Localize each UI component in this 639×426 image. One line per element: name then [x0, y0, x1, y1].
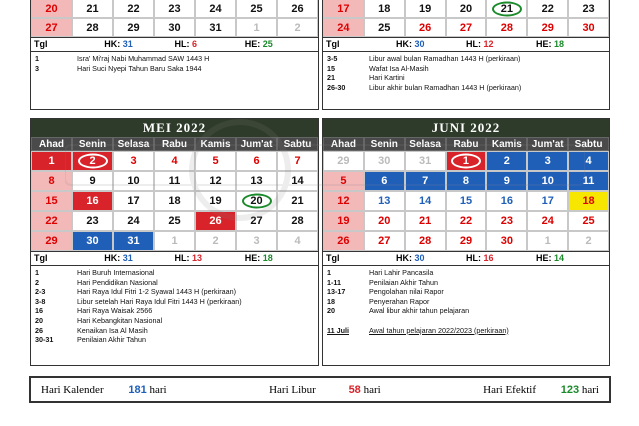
- day-cell: 12: [195, 171, 236, 191]
- month-title-juni: JUNI 2022: [323, 119, 609, 137]
- stat-tgl: Tgl: [34, 39, 48, 49]
- top-left-events: [31, 52, 318, 75]
- weekday-header-cell: Sabtu: [568, 137, 609, 151]
- event-date: 26: [35, 325, 43, 335]
- day-cell: 13: [236, 171, 277, 191]
- day-cell: 1: [31, 151, 72, 171]
- day-cell: 22: [527, 0, 568, 18]
- calendar-juni: [322, 118, 610, 366]
- day-cell: 3: [527, 151, 568, 171]
- day-cell: 30: [154, 18, 195, 37]
- day-cell: 3: [113, 151, 154, 171]
- day-cell: 10: [113, 171, 154, 191]
- day-cell: 6: [236, 151, 277, 171]
- event-date: 13-17: [327, 287, 346, 297]
- event-date: 30-31: [35, 335, 54, 345]
- weekday-header-cell: Jum'at: [236, 137, 277, 151]
- event-row: [35, 64, 314, 74]
- event-date: 21: [327, 73, 335, 83]
- stat-hl: [175, 253, 245, 264]
- weekday-header-cell: Selasa: [405, 137, 446, 151]
- stat-hk-value: 30: [414, 253, 425, 263]
- top-left-stats: [31, 37, 318, 52]
- event-row: [327, 297, 605, 307]
- top-right-stats: [323, 37, 609, 52]
- day-cell: 4: [277, 231, 318, 251]
- event-row: [327, 268, 605, 278]
- summary-kalender-value: 181: [128, 383, 147, 396]
- mei-events: [31, 266, 318, 347]
- summary-libur-value: 58: [348, 383, 361, 396]
- stat-he-value: 18: [554, 39, 565, 49]
- day-cell: 30: [486, 231, 527, 251]
- event-date: [327, 316, 369, 326]
- event-text: Wafat Isa Al-Masih: [369, 63, 429, 73]
- day-cell: 22: [31, 211, 72, 231]
- stat-hk-label: HK:: [104, 253, 121, 263]
- stat-hk-label: HK:: [396, 39, 412, 49]
- event-date: 11 Juli: [327, 325, 349, 335]
- event-date: 18: [327, 296, 335, 306]
- day-cell: 14: [405, 191, 446, 211]
- event-date: 1: [327, 268, 331, 277]
- mei-grid: [31, 151, 318, 251]
- stat-hl-value: 12: [483, 39, 494, 49]
- event-date: 1-11: [327, 277, 341, 287]
- day-cell: 2: [568, 231, 609, 251]
- top-right-events: [323, 52, 609, 94]
- stat-he: [536, 253, 606, 264]
- day-cell: 2: [195, 231, 236, 251]
- stat-hl: [466, 253, 536, 264]
- day-cell: 23: [72, 211, 113, 231]
- summary-efektif-value: 123: [560, 383, 580, 396]
- event-text: Hari Kartini: [369, 73, 405, 83]
- stat-hl-label: HL:: [466, 39, 481, 49]
- day-cell: 20: [446, 0, 487, 18]
- event-row: [327, 316, 605, 326]
- stat-he: [245, 253, 315, 264]
- day-cell: 9: [486, 171, 527, 191]
- day-cell: 6: [364, 171, 405, 191]
- juni-stats: [323, 251, 609, 266]
- calendar-top-left: [30, 0, 319, 110]
- day-cell: 27: [236, 211, 277, 231]
- day-cell: 27: [31, 18, 72, 37]
- day-cell: 22: [446, 211, 487, 231]
- day-cell: 29: [446, 231, 487, 251]
- stat-he: [536, 39, 606, 50]
- day-cell: 20: [236, 191, 277, 211]
- event-date: 20: [327, 306, 335, 316]
- top-left-grid: [31, 0, 318, 37]
- event-date: 2-3: [35, 287, 46, 297]
- day-cell: 25: [364, 18, 405, 37]
- event-date: 2: [35, 277, 39, 287]
- event-row: [35, 278, 314, 288]
- day-cell: 4: [568, 151, 609, 171]
- day-cell: 17: [323, 0, 364, 18]
- event-date: 1: [35, 54, 39, 63]
- event-date: 20: [35, 315, 43, 325]
- summary-efektif-unit: hari: [581, 383, 599, 396]
- event-row: [327, 73, 605, 83]
- day-cell: 8: [31, 171, 72, 191]
- event-row: [327, 306, 605, 316]
- event-row: [35, 268, 314, 278]
- day-cell: 22: [113, 0, 154, 18]
- weekday-header-cell: Senin: [72, 137, 113, 151]
- day-cell: 8: [446, 171, 487, 191]
- day-cell: 23: [568, 0, 609, 18]
- day-cell: 28: [405, 231, 446, 251]
- calendar-top-right: [322, 0, 610, 110]
- stat-hk-value: 31: [122, 39, 133, 49]
- event-date: 1: [35, 268, 39, 277]
- event-date: 16: [35, 306, 43, 316]
- day-cell: 2: [72, 151, 113, 171]
- day-cell: 15: [31, 191, 72, 211]
- day-cell: 18: [364, 0, 405, 18]
- event-text: Penilaian Akhir Tahun: [369, 277, 438, 287]
- day-cell: 19: [405, 0, 446, 18]
- stat-hk-label: HK:: [104, 39, 121, 49]
- weekday-header-mei: [31, 137, 318, 151]
- day-cell: 27: [446, 18, 487, 37]
- day-cell: 30: [72, 231, 113, 251]
- stat-he-value: 14: [554, 253, 565, 263]
- event-row: [327, 278, 605, 288]
- stat-he-label: HE:: [244, 39, 261, 49]
- stat-hk: [104, 39, 174, 50]
- stat-he-label: HE:: [244, 253, 261, 263]
- day-cell: 27: [364, 231, 405, 251]
- summary-kalender-label: Hari Kalender: [41, 383, 104, 396]
- stat-hk-value: 30: [414, 39, 425, 49]
- day-cell: 16: [72, 191, 113, 211]
- day-cell: 21: [486, 0, 527, 18]
- stat-hk-value: 31: [122, 253, 133, 263]
- day-cell: 16: [486, 191, 527, 211]
- day-cell: 7: [277, 151, 318, 171]
- stat-hl-label: HL:: [466, 253, 481, 263]
- event-date: 3: [35, 63, 39, 73]
- day-cell: 26: [277, 0, 318, 18]
- stat-he-value: 25: [262, 39, 273, 49]
- event-date: 3-8: [35, 296, 46, 306]
- weekday-header-cell: Rabu: [154, 137, 195, 151]
- day-cell: 24: [323, 18, 364, 37]
- day-cell: 30: [364, 151, 405, 171]
- day-cell: 13: [364, 191, 405, 211]
- day-cell: 31: [195, 18, 236, 37]
- stat-he-value: 18: [262, 253, 273, 263]
- summary-libur-label: Hari Libur: [269, 383, 316, 396]
- day-cell: 31: [113, 231, 154, 251]
- day-cell: 24: [113, 211, 154, 231]
- day-cell: 25: [236, 0, 277, 18]
- summary-efektif-label: Hari Efektif: [483, 383, 537, 396]
- top-right-grid: [323, 0, 609, 37]
- stat-hl-label: HL:: [174, 39, 190, 49]
- weekday-header-cell: Sabtu: [277, 137, 318, 151]
- day-cell: 1: [527, 231, 568, 251]
- weekday-header-cell: Ahad: [31, 137, 72, 151]
- day-cell: 11: [154, 171, 195, 191]
- stat-hl-label: HL:: [174, 253, 190, 263]
- event-text: Libur awal bulan Ramadhan 1443 H (perkiraan): [369, 54, 521, 63]
- event-text: Pengolahan nilai Rapor: [369, 287, 444, 297]
- day-cell: 19: [323, 211, 364, 231]
- summary-libur-unit: hari: [363, 383, 381, 396]
- day-cell: 5: [195, 151, 236, 171]
- day-cell: 24: [195, 0, 236, 18]
- stat-hk: [104, 253, 174, 264]
- stat-he: [245, 39, 315, 50]
- day-cell: 1: [154, 231, 195, 251]
- event-row: [327, 54, 605, 64]
- event-text: Penyerahan Rapor: [369, 296, 430, 306]
- juni-events: [323, 266, 609, 337]
- day-cell: 5: [323, 171, 364, 191]
- summary-bar: [29, 376, 611, 403]
- event-text: Libur setelah Hari Raya Idul Fitri 1443 H (perkiraan): [77, 296, 242, 306]
- stat-hl: [466, 39, 536, 50]
- summary-kalender-unit: hari: [149, 383, 167, 396]
- day-cell: 29: [527, 18, 568, 37]
- event-row: [35, 297, 314, 307]
- calendar-mei: [30, 118, 319, 366]
- event-text: Hari Raya Idul Fitri 1-2 Syawal 1443 H (perkiraan): [77, 287, 236, 297]
- stat-hl: [175, 39, 245, 50]
- event-row: [35, 287, 314, 297]
- summary-efektif: [483, 384, 599, 396]
- day-cell: 4: [154, 151, 195, 171]
- event-row: [327, 326, 605, 336]
- event-text: Libur akhir bulan Ramadhan 1443 H (perkiraan): [369, 82, 522, 92]
- event-row: [327, 64, 605, 74]
- day-cell: 29: [113, 18, 154, 37]
- day-cell: 29: [31, 231, 72, 251]
- day-cell: 12: [323, 191, 364, 211]
- day-cell: 1: [236, 18, 277, 37]
- weekday-header-cell: Senin: [364, 137, 405, 151]
- weekday-header-cell: Ahad: [323, 137, 364, 151]
- day-cell: 29: [323, 151, 364, 171]
- day-cell: 26: [195, 211, 236, 231]
- day-cell: 21: [277, 191, 318, 211]
- stat-hk-label: HK:: [396, 253, 412, 263]
- event-text: Hari Kebangkitan Nasional: [77, 315, 163, 325]
- day-cell: 2: [486, 151, 527, 171]
- event-row: [327, 287, 605, 297]
- event-date: 3-5: [327, 54, 338, 63]
- day-cell: 26: [323, 231, 364, 251]
- day-cell: 1: [446, 151, 487, 171]
- day-cell: 19: [195, 191, 236, 211]
- event-row: [35, 306, 314, 316]
- stat-hl-value: 13: [192, 253, 203, 263]
- day-cell: 26: [405, 18, 446, 37]
- weekday-header-juni: [323, 137, 609, 151]
- event-text: Isra' Mi'raj Nabi Muhammad SAW 1443 H: [77, 54, 210, 63]
- day-cell: 15: [446, 191, 487, 211]
- stat-hk: [396, 253, 466, 264]
- juni-grid: [323, 151, 609, 251]
- event-text: Hari Lahir Pancasila: [369, 268, 434, 277]
- day-cell: 21: [72, 0, 113, 18]
- day-cell: 23: [154, 0, 195, 18]
- day-cell: 10: [527, 171, 568, 191]
- weekday-header-cell: Rabu: [446, 137, 487, 151]
- event-row: [327, 83, 605, 93]
- event-date: 26-30: [327, 82, 346, 92]
- weekday-header-cell: Kamis: [195, 137, 236, 151]
- event-text: Penilaian Akhir Tahun: [77, 335, 146, 345]
- event-text: Hari Suci Nyepi Tahun Baru Saka 1944: [77, 63, 202, 73]
- day-cell: 7: [405, 171, 446, 191]
- day-cell: 9: [72, 171, 113, 191]
- stat-tgl: Tgl: [326, 253, 340, 263]
- mei-stats: [31, 251, 318, 266]
- event-text: Hari Buruh Internasional: [77, 268, 155, 277]
- day-cell: 28: [486, 18, 527, 37]
- event-text: Kenaikan Isa Al Masih: [77, 325, 148, 335]
- weekday-header-cell: Kamis: [486, 137, 527, 151]
- day-cell: 18: [568, 191, 609, 211]
- stat-hl-value: 6: [192, 39, 198, 49]
- day-cell: 20: [31, 0, 72, 18]
- day-cell: 23: [486, 211, 527, 231]
- stat-he-label: HE:: [536, 39, 552, 49]
- stat-hk: [396, 39, 466, 50]
- event-row: [35, 335, 314, 345]
- day-cell: 21: [405, 211, 446, 231]
- day-cell: 3: [236, 231, 277, 251]
- event-date: 15: [327, 63, 335, 73]
- day-cell: 28: [72, 18, 113, 37]
- day-cell: 28: [277, 211, 318, 231]
- event-row: [35, 326, 314, 336]
- event-text: Awal libur akhir tahun pelajaran: [369, 306, 470, 316]
- day-cell: 17: [527, 191, 568, 211]
- month-title-mei: MEI 2022: [31, 119, 318, 137]
- day-cell: 18: [154, 191, 195, 211]
- day-cell: 31: [405, 151, 446, 171]
- weekday-header-cell: Selasa: [113, 137, 154, 151]
- event-text: Hari Raya Waisak 2566: [77, 306, 153, 316]
- summary-libur: [269, 384, 381, 396]
- event-row: [35, 316, 314, 326]
- day-cell: 17: [113, 191, 154, 211]
- event-text: Awal tahun pelajaran 2022/2023 (perkiraan): [369, 325, 509, 335]
- stat-tgl: Tgl: [326, 39, 340, 49]
- stat-tgl: Tgl: [34, 253, 48, 263]
- weekday-header-cell: Jum'at: [527, 137, 568, 151]
- day-cell: 24: [527, 211, 568, 231]
- summary-kalender: [41, 384, 167, 396]
- day-cell: 14: [277, 171, 318, 191]
- event-text: Hari Pendidikan Nasional: [77, 277, 158, 287]
- day-cell: 25: [154, 211, 195, 231]
- day-cell: 20: [364, 211, 405, 231]
- day-cell: 11: [568, 171, 609, 191]
- day-cell: 2: [277, 18, 318, 37]
- stat-hl-value: 16: [483, 253, 494, 263]
- stat-he-label: HE:: [536, 253, 552, 263]
- event-row: [35, 54, 314, 64]
- day-cell: 30: [568, 18, 609, 37]
- day-cell: 25: [568, 211, 609, 231]
